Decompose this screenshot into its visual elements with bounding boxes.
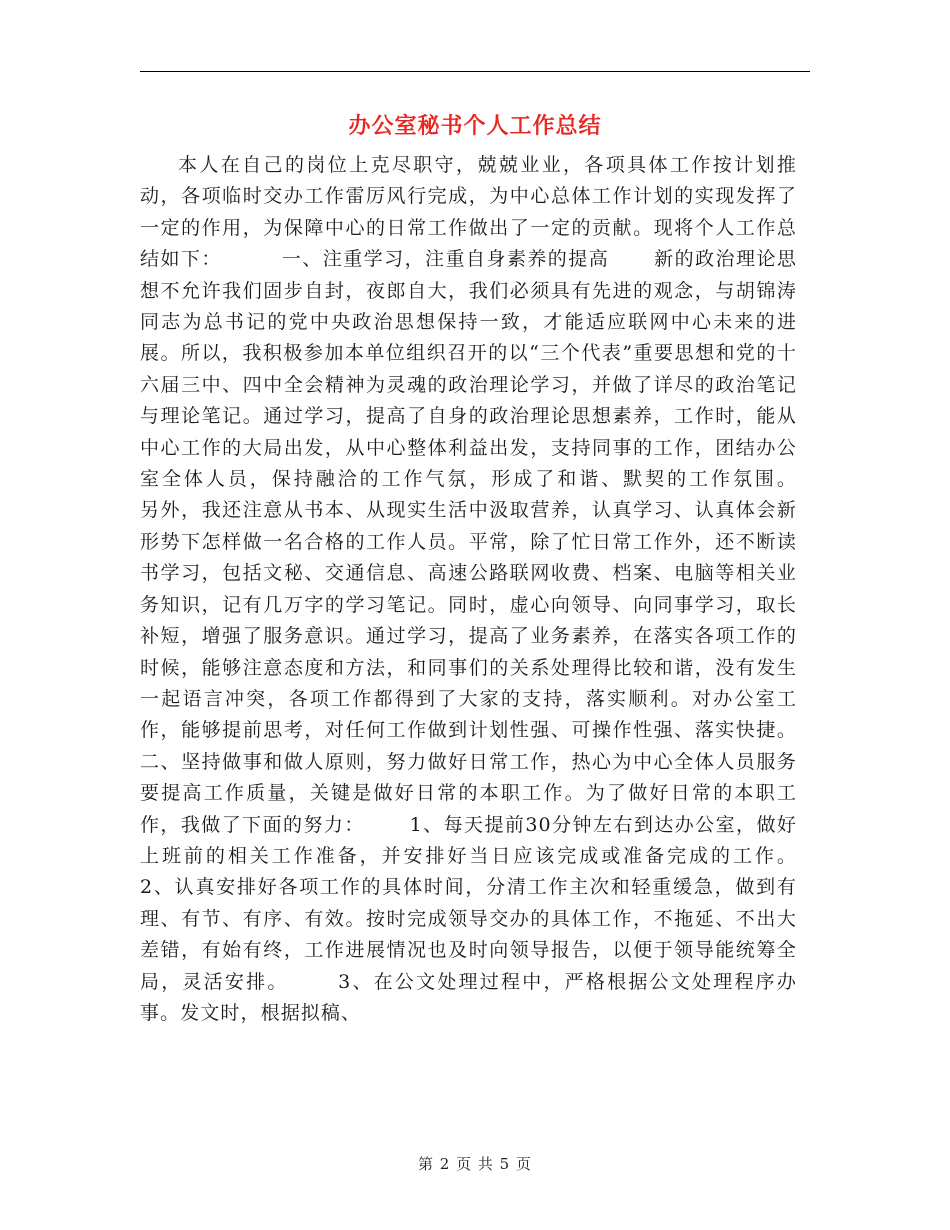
header-rule: [140, 71, 810, 72]
document-title: 办公室秘书个人工作总结: [348, 113, 602, 139]
page-number: 第 2 页 共 5 页: [418, 1155, 532, 1173]
document-body: 本人在自己的岗位上克尽职守，兢兢业业，各项具体工作按计划推动，各项临时交办工作雷厉风行完成，为中心总体工作计划的实现发挥了一定的作用，为保障中心的日常工作做出了一定的贡献。现将个人工作总结如下： 一、注重学习，注重自身素养的提高 新的政治理论思想不允许我们固步自封，夜郎自大，我们必须具有先进的观念，与胡锦涛同志为总书记的党中央政治思想保持一致，才能适应联网中心未来的进展。所以，我积极参加本单位组织召开的以“三个代表”重要思想和党的十六届三中、四中全会精神为灵魂的政治理论学习，并做了详尽的政治笔记与理论笔记。通过学习，提高了自身的政治理论思想素养，工作时，能从中心工作的大局出发，从中心整体利益出发，支持同事的工作，团结办公室全体人员，保持融洽的工作气氛，形成了和谐、默契的工作氛围。 另外，我还注意从书本、从现实生活中汲取营养，认真学习、认真体会新形势下怎样做一名合格的工作人员。平常，除了忙日常工作外，还不断读书学习，包括文秘、交通信息、高速公路联网收费、档案、电脑等相关业务知识，记有几万字的学习笔记。同时，虚心向领导、向同事学习，取长补短，增强了服务意识。通过学习，提高了业务素养，在落实各项工作的时候，能够注意态度和方法，和同事们的关系处理得比较和谐，没有发生一起语言冲突，各项工作都得到了大家的支持，落实顺利。对办公室工作，能够提前思考，对任何工作做到计划性强、可操作性强、落实快捷。 二、坚持做事和做人原则，努力做好日常工作，热心为中心全体人员服务 要提高工作质量，关键是做好日常的本职工作。为了做好日常的本职工作，我做了下面的努力： 1、每天提前30分钟左右到达办公室，做好上班前的相关工作准备，并安排好当日应该完成或准备完成的工作。 2、认真安排好各项工作的具体时间，分清工作主次和轻重缓急，做到有理、有节、有序、有效。按时完成领导交办的具体工作，不拖延、不出大差错，有始有终，工作进展情况也及时向领导报告，以便于领导能统筹全局，灵活安排。 3、在公文处理过程中，严格根据公文处理程序办事。发文时，根据拟稿、: [140, 154, 840, 1024]
